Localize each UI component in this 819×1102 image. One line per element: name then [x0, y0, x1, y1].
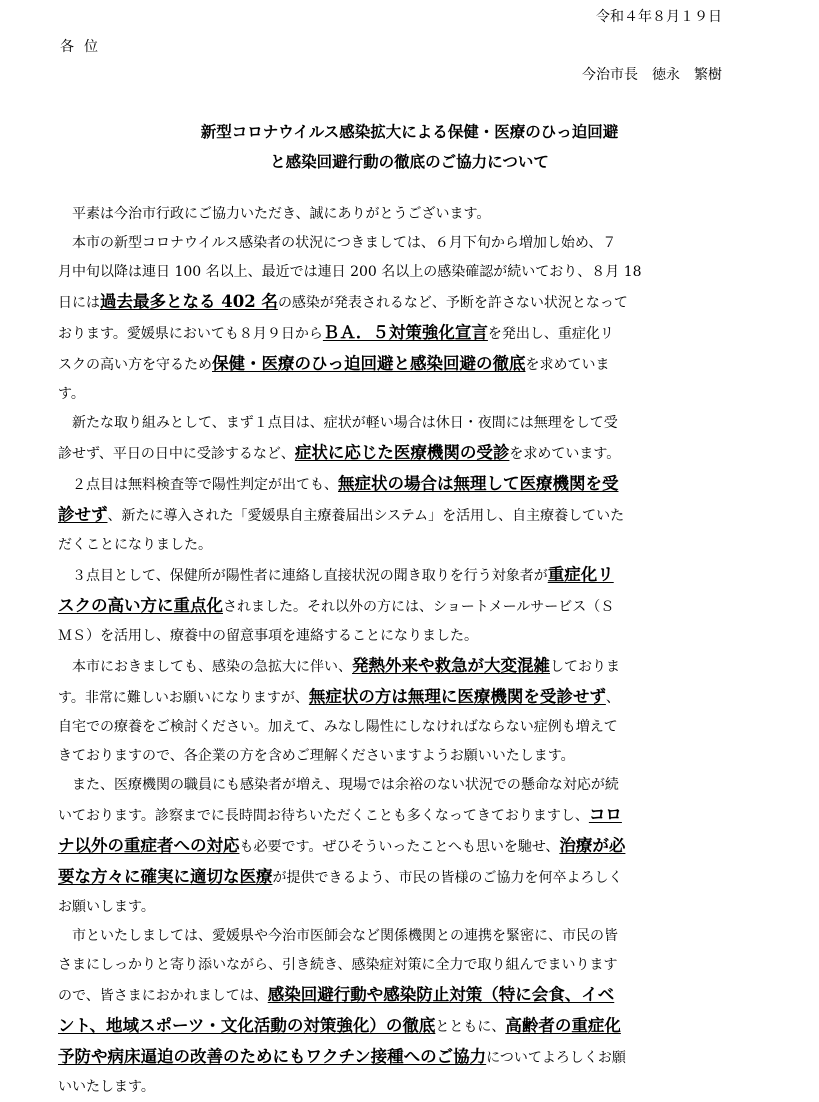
paragraph-line	[58, 951, 748, 980]
paragraph-line	[58, 713, 748, 742]
paragraph-line	[58, 922, 748, 951]
body-text: いております。診察までに長時間お待ちいただくことも多くなってきておりますし、	[58, 808, 589, 824]
paragraph	[58, 409, 748, 469]
document-date: 令和４年８月１９日	[596, 9, 722, 25]
paragraph	[58, 771, 748, 922]
body-text: お願いします。	[58, 899, 155, 915]
body-text: の感染が発表されるなど、予断を許さない状況となって	[277, 295, 628, 311]
body-text: 本市の新型コロナウイルス感染者の状況につきましては、６月下旬から増加し始め、７	[58, 235, 617, 251]
body-text: 市といたしましては、愛媛県や今治市医師会など関係機関との連携を緊密に、市民の皆	[58, 928, 618, 944]
body-text: 本市におきましても、感染の急拡大に伴い、	[58, 659, 352, 675]
paragraph-line	[58, 980, 748, 1011]
emphasized-text: 感染回避行動や感染防止対策（特に会食、イベ	[267, 985, 615, 1004]
paragraph	[58, 560, 748, 651]
body-text: 日には	[58, 295, 100, 311]
title-line-2: と感染回避行動の徹底のご協力について	[270, 152, 549, 171]
body-text: す。	[58, 386, 85, 402]
body-text: スクの高い方を守るため	[58, 357, 212, 373]
paragraph-line	[58, 591, 748, 622]
body-text: 新たな取り組みとして、まず１点目は、症状が軽い場合は休日・夜間には無理をして受	[58, 415, 618, 431]
body-text: きておりますので、各企業の方を含めご理解くださいますようお願いいたします。	[58, 748, 575, 764]
emphasized-text: スクの高い方に重点化	[58, 596, 223, 615]
emphasized-text: 発熱外来や救急が大変混雑	[352, 656, 550, 675]
emphasized-text: 無症状の方は無理に医療機関を受診せず	[308, 687, 606, 706]
emphasized-text: ＢＡ．５対策強化宣言	[322, 323, 488, 342]
paragraph-line	[58, 800, 748, 831]
body-text: ＭＳ）を活用し、療養中の留意事項を連絡することになりました。	[58, 628, 478, 644]
paragraph-line	[58, 349, 748, 380]
paragraph	[58, 229, 748, 409]
paragraph	[58, 922, 748, 1102]
body-text: しておりま	[550, 659, 620, 675]
paragraph-line	[58, 893, 748, 922]
paragraph-line	[58, 318, 748, 349]
emphasized-text: 重症化リ	[547, 565, 614, 584]
emphasized-text: 診せず	[58, 505, 108, 524]
emphasized-text: 高齢者の重症化	[505, 1016, 621, 1035]
body-text: 月中旬以降は連日 100 名以上、最近では連日 200 名以上の感染確認が続いており、８月 18	[58, 264, 642, 280]
paragraph-line	[58, 200, 748, 229]
body-text: を発出し、重症化リ	[487, 326, 614, 342]
document-body	[58, 200, 748, 1102]
paragraph-line	[58, 622, 748, 651]
paragraph-line	[58, 500, 748, 531]
emphasized-text: 症状に応じた医療機関の受診	[294, 443, 510, 462]
title-line-1: 新型コロナウイルス感染拡大による保健・医療のひっ迫回避	[200, 122, 619, 141]
emphasized-text: 予防や病床逼迫の改善のためにもワクチン接種へのご協力	[58, 1047, 487, 1066]
paragraph-line	[58, 1011, 748, 1042]
emphasized-text: 無症状の場合は無理して医療機関を受	[338, 474, 619, 493]
paragraph-line	[58, 831, 748, 862]
body-text: されました。それ以外の方には、ショートメールサービス（Ｓ	[223, 599, 615, 615]
addressee: 各位	[60, 39, 108, 55]
body-text: 、	[605, 690, 620, 706]
paragraph-line	[58, 469, 748, 500]
body-text: いいたします。	[58, 1079, 155, 1095]
paragraph-line	[58, 229, 748, 258]
emphasized-text: 要な方々に確実に適切な医療	[58, 867, 273, 886]
sender-name: 今治市長 徳永 繁樹	[582, 67, 722, 83]
paragraph	[58, 651, 748, 771]
body-text: だくことになりました。	[58, 537, 212, 553]
document-title	[0, 117, 819, 177]
paragraph-line	[58, 862, 748, 893]
body-text: また、医療機関の職員にも感染者が増え、現場では余裕のない状況での懸命な対応が続	[58, 777, 619, 793]
body-text: 、新たに導入された「愛媛県自主療養届出システム」を活用し、自主療養していた	[107, 508, 625, 524]
body-text: を求めていま	[525, 357, 610, 373]
paragraph-line	[58, 531, 748, 560]
body-text: が提供できるよう、市民の皆様のご協力を何卒よろしく	[272, 870, 623, 886]
paragraph-line	[58, 409, 748, 438]
emphasized-text: ナ以外の重症者への対応	[58, 836, 240, 855]
paragraph-line	[58, 651, 748, 682]
paragraph	[58, 469, 748, 560]
body-text: ので、皆さまにおかれましては、	[58, 988, 268, 1004]
paragraph-line	[58, 258, 748, 287]
body-text: す。非常に難しいお願いになりますが、	[58, 690, 309, 706]
body-text: ３点目として、保健所が陽性者に連絡し直接状況の聞き取りを行う対象者が	[58, 568, 548, 584]
body-text: 診せず、平日の日中に受診するなど、	[58, 446, 295, 462]
body-text: とともに、	[435, 1019, 506, 1035]
paragraph-line	[58, 438, 748, 469]
body-text: についてよろしくお願	[486, 1050, 626, 1066]
body-text: も必要です。ぜひそういったことへも思いを馳せ、	[239, 839, 560, 855]
paragraph-line	[58, 682, 748, 713]
body-text: 自宅での療養をご検討ください。加えて、みなし陽性にしなければならない症例も増えて	[58, 719, 618, 735]
paragraph	[58, 200, 748, 229]
emphasized-text: コロ	[588, 805, 622, 824]
paragraph-line	[58, 1042, 748, 1073]
paragraph-line	[58, 1073, 748, 1102]
paragraph-line	[58, 771, 748, 800]
body-text: を求めています。	[509, 446, 621, 462]
body-text: さまにしっかりと寄り添いながら、引き続き、感染症対策に全力で取り組んでまいります	[58, 957, 618, 973]
paragraph-line	[58, 742, 748, 771]
emphasized-text: 治療が必	[559, 836, 626, 855]
paragraph-line	[58, 287, 748, 318]
body-text: おります。愛媛県においても８月９日から	[58, 326, 323, 342]
paragraph-line	[58, 560, 748, 591]
emphasized-text: 保健・医療のひっ迫回避と感染回避の徹底	[212, 354, 526, 373]
paragraph-line	[58, 380, 748, 409]
body-text: ２点目は無料検査等で陽性判定が出ても、	[58, 477, 338, 493]
emphasized-text: ント、地域スポーツ・文化活動の対策強化）の徹底	[58, 1016, 436, 1035]
emphasized-text: 過去最多となる 402 名	[100, 292, 278, 311]
body-text: 平素は今治市行政にご協力いただき、誠にありがとうございます。	[58, 206, 491, 222]
